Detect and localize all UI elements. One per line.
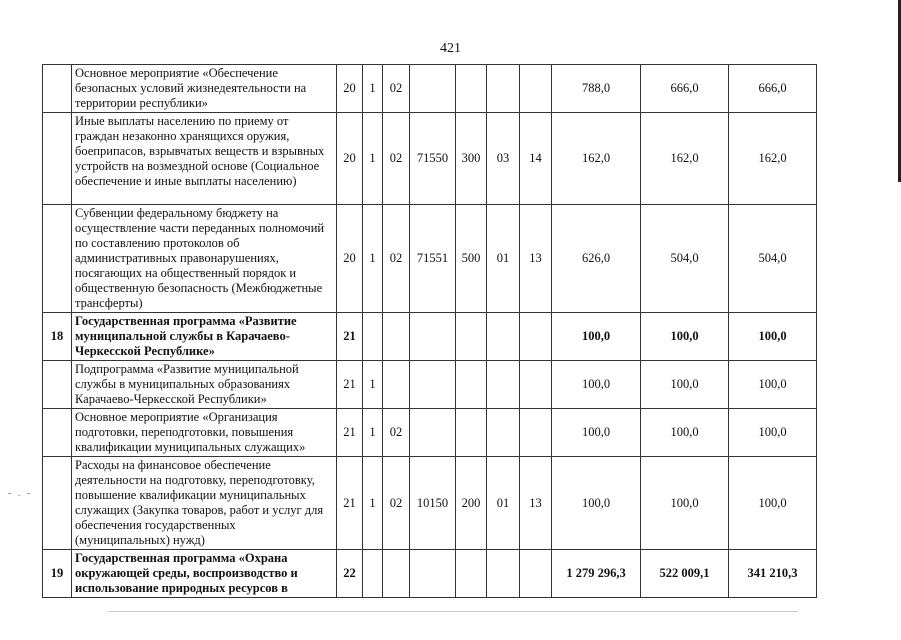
code-cell: 02 (383, 457, 410, 550)
code-cell: 1 (363, 457, 383, 550)
amount-cell: 1 279 296,3 (552, 550, 641, 598)
table-row (43, 409, 817, 457)
amount-cell: 504,0 (729, 205, 817, 313)
amount-cell: 100,0 (729, 409, 817, 457)
code-cell: 200 (456, 457, 487, 550)
code-cell: 20 (337, 113, 363, 205)
amount-cell: 504,0 (641, 205, 729, 313)
table-row (43, 205, 817, 313)
amount-cell: 100,0 (641, 457, 729, 550)
code-cell: 20 (337, 65, 363, 113)
code-cell: 02 (383, 205, 410, 313)
amount-cell: 100,0 (552, 361, 641, 409)
code-cell (410, 65, 456, 113)
row-number: 18 (43, 313, 72, 361)
amount-cell: 100,0 (641, 313, 729, 361)
row-name: Основное мероприятие «Организация подготовки, переподготовки, повышения квалификации муниципальных служащих» (72, 409, 337, 457)
code-cell (410, 313, 456, 361)
code-cell: 71551 (410, 205, 456, 313)
code-cell (487, 65, 520, 113)
code-cell (520, 361, 552, 409)
code-cell (410, 550, 456, 598)
amount-cell: 162,0 (641, 113, 729, 205)
code-cell: 22 (337, 550, 363, 598)
row-name: Государственная программа «Охрана окружающей среды, воспроизводство и использование природных ресурсов в (72, 550, 337, 598)
amount-cell: 162,0 (552, 113, 641, 205)
code-cell (520, 409, 552, 457)
table-row (43, 113, 817, 205)
code-cell: 01 (487, 205, 520, 313)
code-cell: 10150 (410, 457, 456, 550)
row-name: Государственная программа «Развитие муниципальной службы в Карачаево-Черкесской Республике» (72, 313, 337, 361)
table-row (43, 65, 817, 113)
code-cell: 21 (337, 361, 363, 409)
amount-cell: 100,0 (641, 409, 729, 457)
row-name: Основное мероприятие «Обеспечение безопасных условий жизнедеятельности на территории республики» (72, 65, 337, 113)
code-cell (410, 409, 456, 457)
code-cell: 300 (456, 113, 487, 205)
code-cell: 14 (520, 113, 552, 205)
code-cell (456, 65, 487, 113)
table-row (43, 313, 817, 361)
amount-cell: 100,0 (641, 361, 729, 409)
code-cell (487, 361, 520, 409)
amount-cell: 666,0 (641, 65, 729, 113)
amount-cell: 666,0 (729, 65, 817, 113)
code-cell: 71550 (410, 113, 456, 205)
code-cell: 1 (363, 113, 383, 205)
code-cell: 13 (520, 457, 552, 550)
row-name: Подпрограмма «Развитие муниципальной службы в муниципальных образованиях Карачаево-Черкесской Республики» (72, 361, 337, 409)
code-cell: 13 (520, 205, 552, 313)
code-cell: 1 (363, 205, 383, 313)
code-cell (520, 313, 552, 361)
code-cell: 500 (456, 205, 487, 313)
code-cell: 02 (383, 65, 410, 113)
table-row (43, 550, 817, 598)
side-marks: - . - (8, 488, 33, 499)
amount-cell: 100,0 (552, 313, 641, 361)
amount-cell: 626,0 (552, 205, 641, 313)
amount-cell: 100,0 (729, 457, 817, 550)
code-cell (487, 313, 520, 361)
page-edge-line (108, 611, 798, 612)
code-cell (520, 65, 552, 113)
row-number: 19 (43, 550, 72, 598)
code-cell: 21 (337, 313, 363, 361)
row-name: Расходы на финансовое обеспечение деятельности на подготовку, переподготовку, повышение квалификации муниципальных служащих (Закупка товаров, работ и услуг для обеспечения государственных (муниципальных) нужд) (72, 457, 337, 550)
amount-cell: 341 210,3 (729, 550, 817, 598)
amount-cell: 788,0 (552, 65, 641, 113)
row-name: Иные выплаты населению по приему от граждан незаконно хранящихся оружия, боеприпасов, взрывчатых веществ и взрывных устройств на возмездной основе (Социальное обеспечение и иные выплаты населению) (72, 113, 337, 205)
code-cell (456, 361, 487, 409)
code-cell: 02 (383, 113, 410, 205)
row-number (43, 457, 72, 550)
code-cell (410, 361, 456, 409)
code-cell: 01 (487, 457, 520, 550)
row-number (43, 65, 72, 113)
page-number: 421 (440, 41, 461, 56)
amount-cell: 522 009,1 (641, 550, 729, 598)
code-cell: 03 (487, 113, 520, 205)
table-row (43, 457, 817, 550)
amount-cell: 100,0 (552, 457, 641, 550)
amount-cell: 162,0 (729, 113, 817, 205)
code-cell (383, 313, 410, 361)
row-number (43, 205, 72, 313)
code-cell (383, 550, 410, 598)
code-cell (383, 361, 410, 409)
code-cell: 21 (337, 409, 363, 457)
budget-table (42, 64, 817, 598)
code-cell (456, 313, 487, 361)
code-cell: 20 (337, 205, 363, 313)
code-cell: 1 (363, 409, 383, 457)
row-name: Субвенции федеральному бюджету на осуществление части переданных полномочий по составлению протоколов об административных правонарушениях, посягающих на общественный порядок и общественную безопасность (Межбюджетные трансферты) (72, 205, 337, 313)
code-cell: 21 (337, 457, 363, 550)
code-cell (520, 550, 552, 598)
code-cell (363, 313, 383, 361)
code-cell: 1 (363, 65, 383, 113)
code-cell (456, 550, 487, 598)
row-number (43, 409, 72, 457)
code-cell: 02 (383, 409, 410, 457)
code-cell: 1 (363, 361, 383, 409)
code-cell (456, 409, 487, 457)
row-number (43, 361, 72, 409)
code-cell (487, 550, 520, 598)
code-cell (363, 550, 383, 598)
amount-cell: 100,0 (729, 361, 817, 409)
amount-cell: 100,0 (729, 313, 817, 361)
code-cell (487, 409, 520, 457)
table-row (43, 361, 817, 409)
row-number (43, 113, 72, 205)
amount-cell: 100,0 (552, 409, 641, 457)
